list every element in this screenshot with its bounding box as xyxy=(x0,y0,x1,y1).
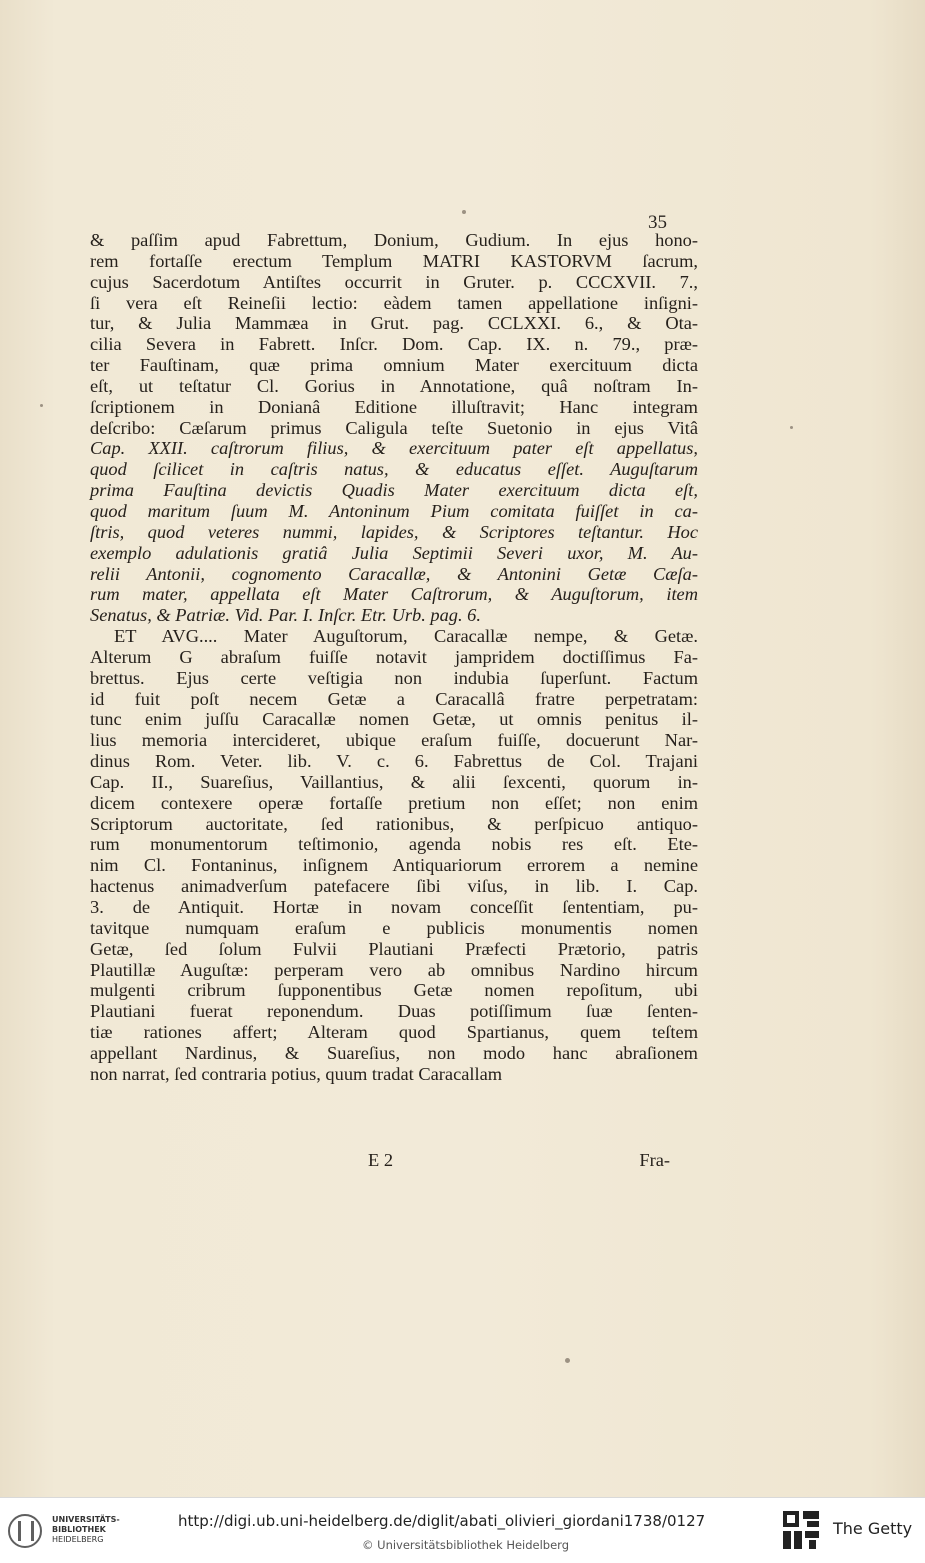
text-line: Getæ, ſed ſolum Fulvii Plautiani Præfecti Prætorio, patris xyxy=(90,938,698,959)
text-line: hactenus animadverſum patefacere ſibi viſus, in lib. I. Cap. xyxy=(90,876,698,897)
text-line: ter Fauſtinam, quæ prima omnium Mater exercituum dicta xyxy=(90,355,698,376)
text-line: cilia Severa in Fabrett. Inſcr. Dom. Cap. IX. n. 79., præ- xyxy=(90,334,698,355)
text-line: rem fortaſſe erectum Templum MATRI KASTORVM ſacrum, xyxy=(90,250,698,271)
text-line: tiæ rationes affert; Alteram quod Spartianus, quem teſtem xyxy=(90,1022,698,1043)
text-line: rum mater, appellata eſt Mater Caſtrorum, & Auguſtorum, item xyxy=(90,584,698,605)
paper-speck xyxy=(565,1358,570,1363)
text-line: cujus Sacerdotum Antiſtes occurrit in Gruter. p. CCCXVII. 7., xyxy=(90,271,698,292)
text-line: Cap. II., Suareſius, Vaillantius, & alii ſexcenti, quorum in- xyxy=(90,771,698,792)
text-line: dicem contexere operæ fortaſſe pretium non eſſet; non enim xyxy=(90,792,698,813)
text-line: tavitque numquam eraſum e publicis monumentis nomen xyxy=(90,917,698,938)
text-line: Cap. XXII. caſtrorum filius, & exercituum pater eſt appellatus, xyxy=(90,438,698,459)
viewer-footer xyxy=(0,1497,925,1563)
text-line: tunc enim juſſu Caracallæ nomen Getæ, ut omnis penitus il- xyxy=(90,709,698,730)
text-line: quod maritum ſuum M. Antoninum Pium comitata fuiſſet in ca- xyxy=(90,500,698,521)
text-line: Plautiani fuerat reponendum. Duas potiſſimum ſuæ ſenten- xyxy=(90,1001,698,1022)
partner-name[interactable]: The Getty xyxy=(833,1519,913,1538)
catchword: Fra- xyxy=(639,1150,670,1170)
paper-speck xyxy=(462,210,466,214)
text-line: ſcriptionem in Donianâ Editione illuſtravit; Hanc integram xyxy=(90,396,698,417)
university-library-logo-icon xyxy=(8,1514,42,1548)
logo-line: UNIVERSITÄTS- xyxy=(52,1515,120,1524)
text-line: id fuit poſt necem Getæ a Caracallâ fratre perpetratam: xyxy=(90,688,698,709)
text-line: eſt, ut teſtatur Cl. Gorius in Annotatione, quâ noſtram In- xyxy=(90,375,698,396)
body-text xyxy=(90,230,698,1085)
university-library-logo[interactable] xyxy=(52,1515,120,1545)
permalink[interactable]: http://digi.ub.uni-heidelberg.de/diglit/abati_olivieri_giordani1738/0127 xyxy=(178,1512,706,1530)
text-line: dinus Rom. Veter. lib. V. c. 6. Fabrettus de Col. Trajani xyxy=(90,751,698,772)
text-line: Senatus, & Patriæ. Vid. Par. I. Inſcr. Etr. Urb. pag. 6. xyxy=(90,605,481,626)
text-line: ſi vera eſt Reineſii lectio: eàdem tamen appellatione inſigni- xyxy=(90,292,698,313)
signature-mark: E 2 xyxy=(368,1150,394,1170)
copyright-notice: © Universitätsbibliothek Heidelberg xyxy=(362,1538,570,1552)
logo-line: BIBLIOTHEK xyxy=(52,1525,106,1534)
text-line: brettus. Ejus certe veſtigia non indubia ſuperſunt. Factum xyxy=(90,667,698,688)
text-line: Plautillæ Auguſtæ: perperam vero ab omnibus Nardino hircum xyxy=(90,959,698,980)
text-line: nim Cl. Fontaninus, inſignem Antiquariorum errorem a nemine xyxy=(90,855,698,876)
paper-speck xyxy=(790,426,793,429)
text-line: mulgenti cribrum ſupponentibus Getæ nomen repoſitum, ubi xyxy=(90,980,698,1001)
page-number: 35 xyxy=(648,212,667,233)
signature-line xyxy=(90,1150,698,1172)
text-line: ET AVG.... Mater Auguſtorum, Caracallæ nempe, & Getæ. xyxy=(114,626,698,647)
logo-line: HEIDELBERG xyxy=(52,1535,104,1544)
text-line: rum monumentorum teſtimonio, agenda nobis res eſt. Ete- xyxy=(90,834,698,855)
text-line: ſtris, quod veteres nummi, lapides, & Scriptores teſtantur. Hoc xyxy=(90,521,698,542)
text-line: lius memoria intercideret, ubique eraſum fuiſſe, docuerunt Nar- xyxy=(90,730,698,751)
text-line: exemplo adulationis gratiâ Julia Septimii Severi uxor, M. Au- xyxy=(90,542,698,563)
paper-speck xyxy=(40,404,43,407)
text-line: Alterum G abraſum fuiſſe notavit jampridem doctiſſimus Fa- xyxy=(90,646,698,667)
text-line: tur, & Julia Mammæa in Grut. pag. CCLXXI. 6., & Ota- xyxy=(90,313,698,334)
getty-logo-icon xyxy=(781,1509,821,1551)
text-line: Scriptorum auctoritate, ſed rationibus, & perſpicuo antiquo- xyxy=(90,813,698,834)
text-line: deſcribo: Cæſarum primus Caligula teſte Suetonio in ejus Vitâ xyxy=(90,417,698,438)
text-line: & paſſim apud Fabrettum, Donium, Gudium. In ejus hono- xyxy=(90,230,698,250)
text-line: prima Fauſtina devictis Quadis Mater exercituum dicta eſt, xyxy=(90,480,698,501)
text-line: appellant Nardinus, & Suareſius, non modo hanc abraſionem xyxy=(90,1042,698,1063)
text-line: non narrat, ſed contraria potius, quum tradat Caracallam xyxy=(90,1063,503,1084)
text-line: 3. de Antiquit. Hortæ in novam conceſſit ſententiam, pu- xyxy=(90,897,698,917)
text-line: quod ſcilicet in caſtris natus, & educatus eſſet. Auguſtarum xyxy=(90,459,698,480)
text-line: relii Antonii, cognomento Caracallæ, & Antonini Getæ Cæſa- xyxy=(90,563,698,584)
